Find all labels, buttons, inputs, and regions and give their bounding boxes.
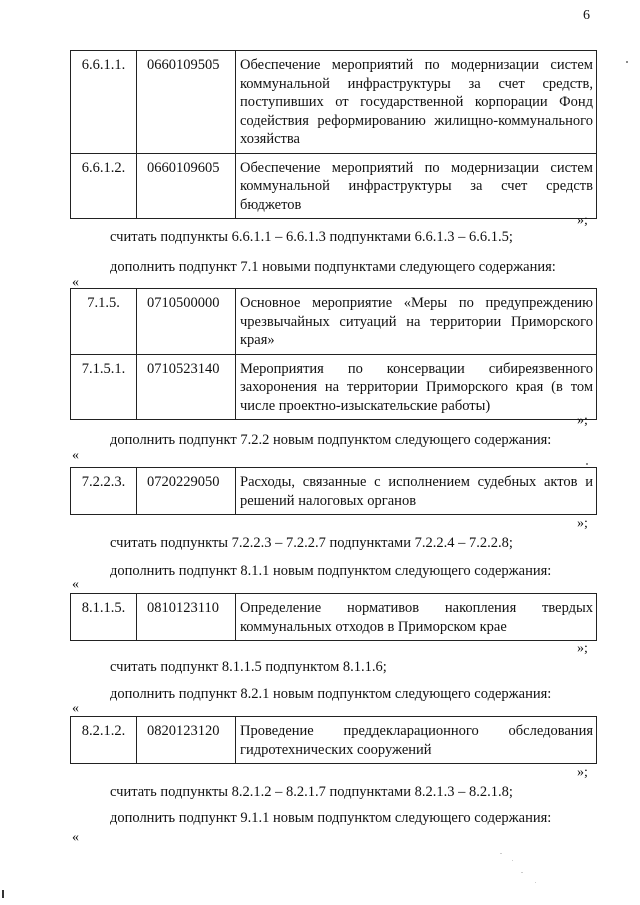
table-row [71, 51, 597, 154]
closing-quote: »; [577, 413, 588, 428]
closing-quote: »; [577, 516, 588, 531]
closing-quote: »; [577, 213, 588, 228]
item-code: 0710523140 [137, 354, 236, 420]
scan-speck [626, 61, 628, 63]
item-code: 0820123120 [137, 717, 236, 764]
table-row [71, 289, 597, 355]
scan-speck [512, 860, 513, 861]
item-number: 6.6.1.2. [71, 153, 137, 219]
table-row [71, 354, 597, 420]
table-row [71, 468, 597, 515]
table-7-2-2 [70, 467, 597, 515]
item-number: 6.6.1.1. [71, 51, 137, 154]
item-number: 7.2.2.3. [71, 468, 137, 515]
item-text: Проведение преддекларационного обследования гидротехнических сооружений [236, 717, 597, 764]
paragraph: считать подпункты 8.2.1.2 – 8.2.1.7 подпунктами 8.2.1.3 – 8.2.1.8; [110, 784, 513, 800]
item-text: Определение нормативов накопления твердых коммунальных отходов в Приморском крае [236, 594, 597, 641]
item-text: Обеспечение мероприятий по модернизации систем коммунальной инфраструктуры за счет средств, поступивших от государственной корпорации Фонд содействия реформированию жилищно-коммунального хозяйства [236, 51, 597, 154]
closing-quote: »; [577, 765, 588, 780]
opening-quote: « [72, 577, 79, 592]
item-code: 0660109505 [137, 51, 236, 154]
paragraph: дополнить подпункт 7.1 новыми подпунктами следующего содержания: [110, 259, 556, 275]
item-code: 0720229050 [137, 468, 236, 515]
table-row [71, 153, 597, 219]
item-code: 0710500000 [137, 289, 236, 355]
opening-quote: « [72, 448, 79, 463]
paragraph: считать подпункт 8.1.1.5 подпунктом 8.1.1.6; [110, 659, 387, 675]
table-row [71, 717, 597, 764]
scan-speck [500, 853, 502, 854]
closing-quote: »; [577, 641, 588, 656]
opening-quote: « [72, 275, 79, 290]
scan-edge-mark [2, 890, 4, 898]
item-number: 7.1.5.1. [71, 354, 137, 420]
table-7-1 [70, 288, 597, 420]
item-number: 8.1.1.5. [71, 594, 137, 641]
page-number: 6 [583, 8, 590, 23]
table-8-1-1 [70, 593, 597, 641]
opening-quote: « [72, 830, 79, 845]
item-text: Расходы, связанные с исполнением судебных актов и решений налоговых органов [236, 468, 597, 515]
paragraph: считать подпункты 7.2.2.3 – 7.2.2.7 подпунктами 7.2.2.4 – 7.2.2.8; [110, 535, 513, 551]
opening-quote: « [72, 701, 79, 716]
paragraph: дополнить подпункт 9.1.1 новым подпунктом следующего содержания: [110, 810, 552, 826]
paragraph: считать подпункты 6.6.1.1 – 6.6.1.3 подпунктами 6.6.1.3 – 6.6.1.5; [110, 229, 513, 245]
table-8-2-1 [70, 716, 597, 764]
paragraph: дополнить подпункт 8.1.1 новым подпунктом следующего содержания: [110, 563, 552, 579]
item-number: 8.2.1.2. [71, 717, 137, 764]
item-text: Мероприятия по консервации сибиреязвенного захоронения на территории Приморского края (в том числе проектно-изыскательские работы) [236, 354, 597, 420]
paragraph: дополнить подпункт 7.2.2 новым подпунктом следующего содержания: [110, 432, 552, 448]
item-code: 0660109605 [137, 153, 236, 219]
item-number: 7.1.5. [71, 289, 137, 355]
item-text: Обеспечение мероприятий по модернизации систем коммунальной инфраструктуры за счет средств бюджетов [236, 153, 597, 219]
scan-speck [586, 463, 588, 465]
scan-speck [535, 882, 536, 883]
item-text: Основное мероприятие «Меры по предупреждению чрезвычайных ситуаций на территории Приморского края» [236, 289, 597, 355]
table-row [71, 594, 597, 641]
table-6-6-1 [70, 50, 597, 219]
paragraph: дополнить подпункт 8.2.1 новым подпунктом следующего содержания: [110, 686, 552, 702]
scan-speck [521, 872, 523, 873]
item-code: 0810123110 [137, 594, 236, 641]
